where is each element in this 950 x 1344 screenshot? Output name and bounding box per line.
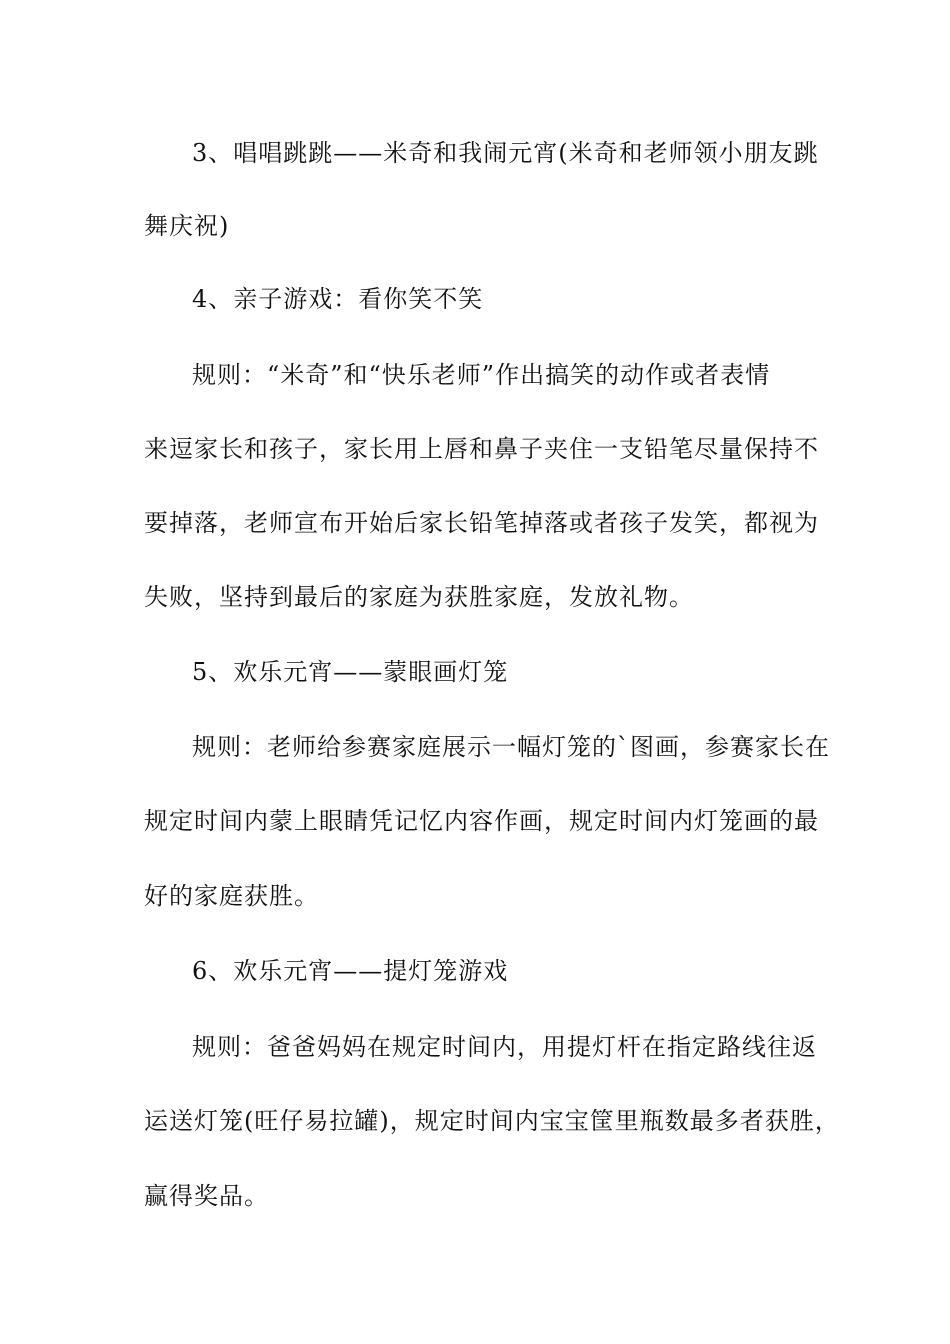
item-6-rule-line-2: 运送灯笼(旺仔易拉罐)，规定时间内宝宝筐里瓶数最多者获胜， (144, 1107, 840, 1135)
item-6-rule-line-3: 赢得奖品。 (144, 1182, 269, 1210)
item-4-rule-line-3: 要掉落，老师宣布开始后家长铅笔掉落或者孩子发笑，都视为 (144, 509, 819, 537)
item-3-heading-line-2: 舞庆祝) (144, 212, 230, 240)
item-4-rule-line-4: 失败，坚持到最后的家庭为获胜家庭，发放礼物。 (144, 583, 694, 611)
item-5-rule-line-3: 好的家庭获胜。 (144, 882, 319, 910)
item-5-rule-line-1: 规则：老师给参赛家庭展示一幅灯笼的`图画，参赛家长在 (192, 733, 830, 761)
item-5-heading: 5、欢乐元宵——蒙眼画灯笼 (192, 658, 509, 686)
item-3-heading-line-1: 3、唱唱跳跳——米奇和我闹元宵(米奇和老师领小朋友跳 (192, 139, 819, 167)
item-4-rule-line-2: 来逗家长和孩子，家长用上唇和鼻子夹住一支铅笔尽量保持不 (144, 435, 819, 463)
item-4-rule-line-1: 规则：“米奇”和“快乐老师”作出搞笑的动作或者表情 (192, 361, 771, 389)
item-5-rule-line-2: 规定时间内蒙上眼睛凭记忆内容作画，规定时间内灯笼画的最 (144, 807, 819, 835)
item-6-rule-line-1: 规则：爸爸妈妈在规定时间内，用提灯杆在指定路线往返 (192, 1033, 817, 1061)
item-4-heading: 4、亲子游戏：看你笑不笑 (192, 285, 484, 313)
item-6-heading: 6、欢乐元宵——提灯笼游戏 (192, 957, 509, 985)
